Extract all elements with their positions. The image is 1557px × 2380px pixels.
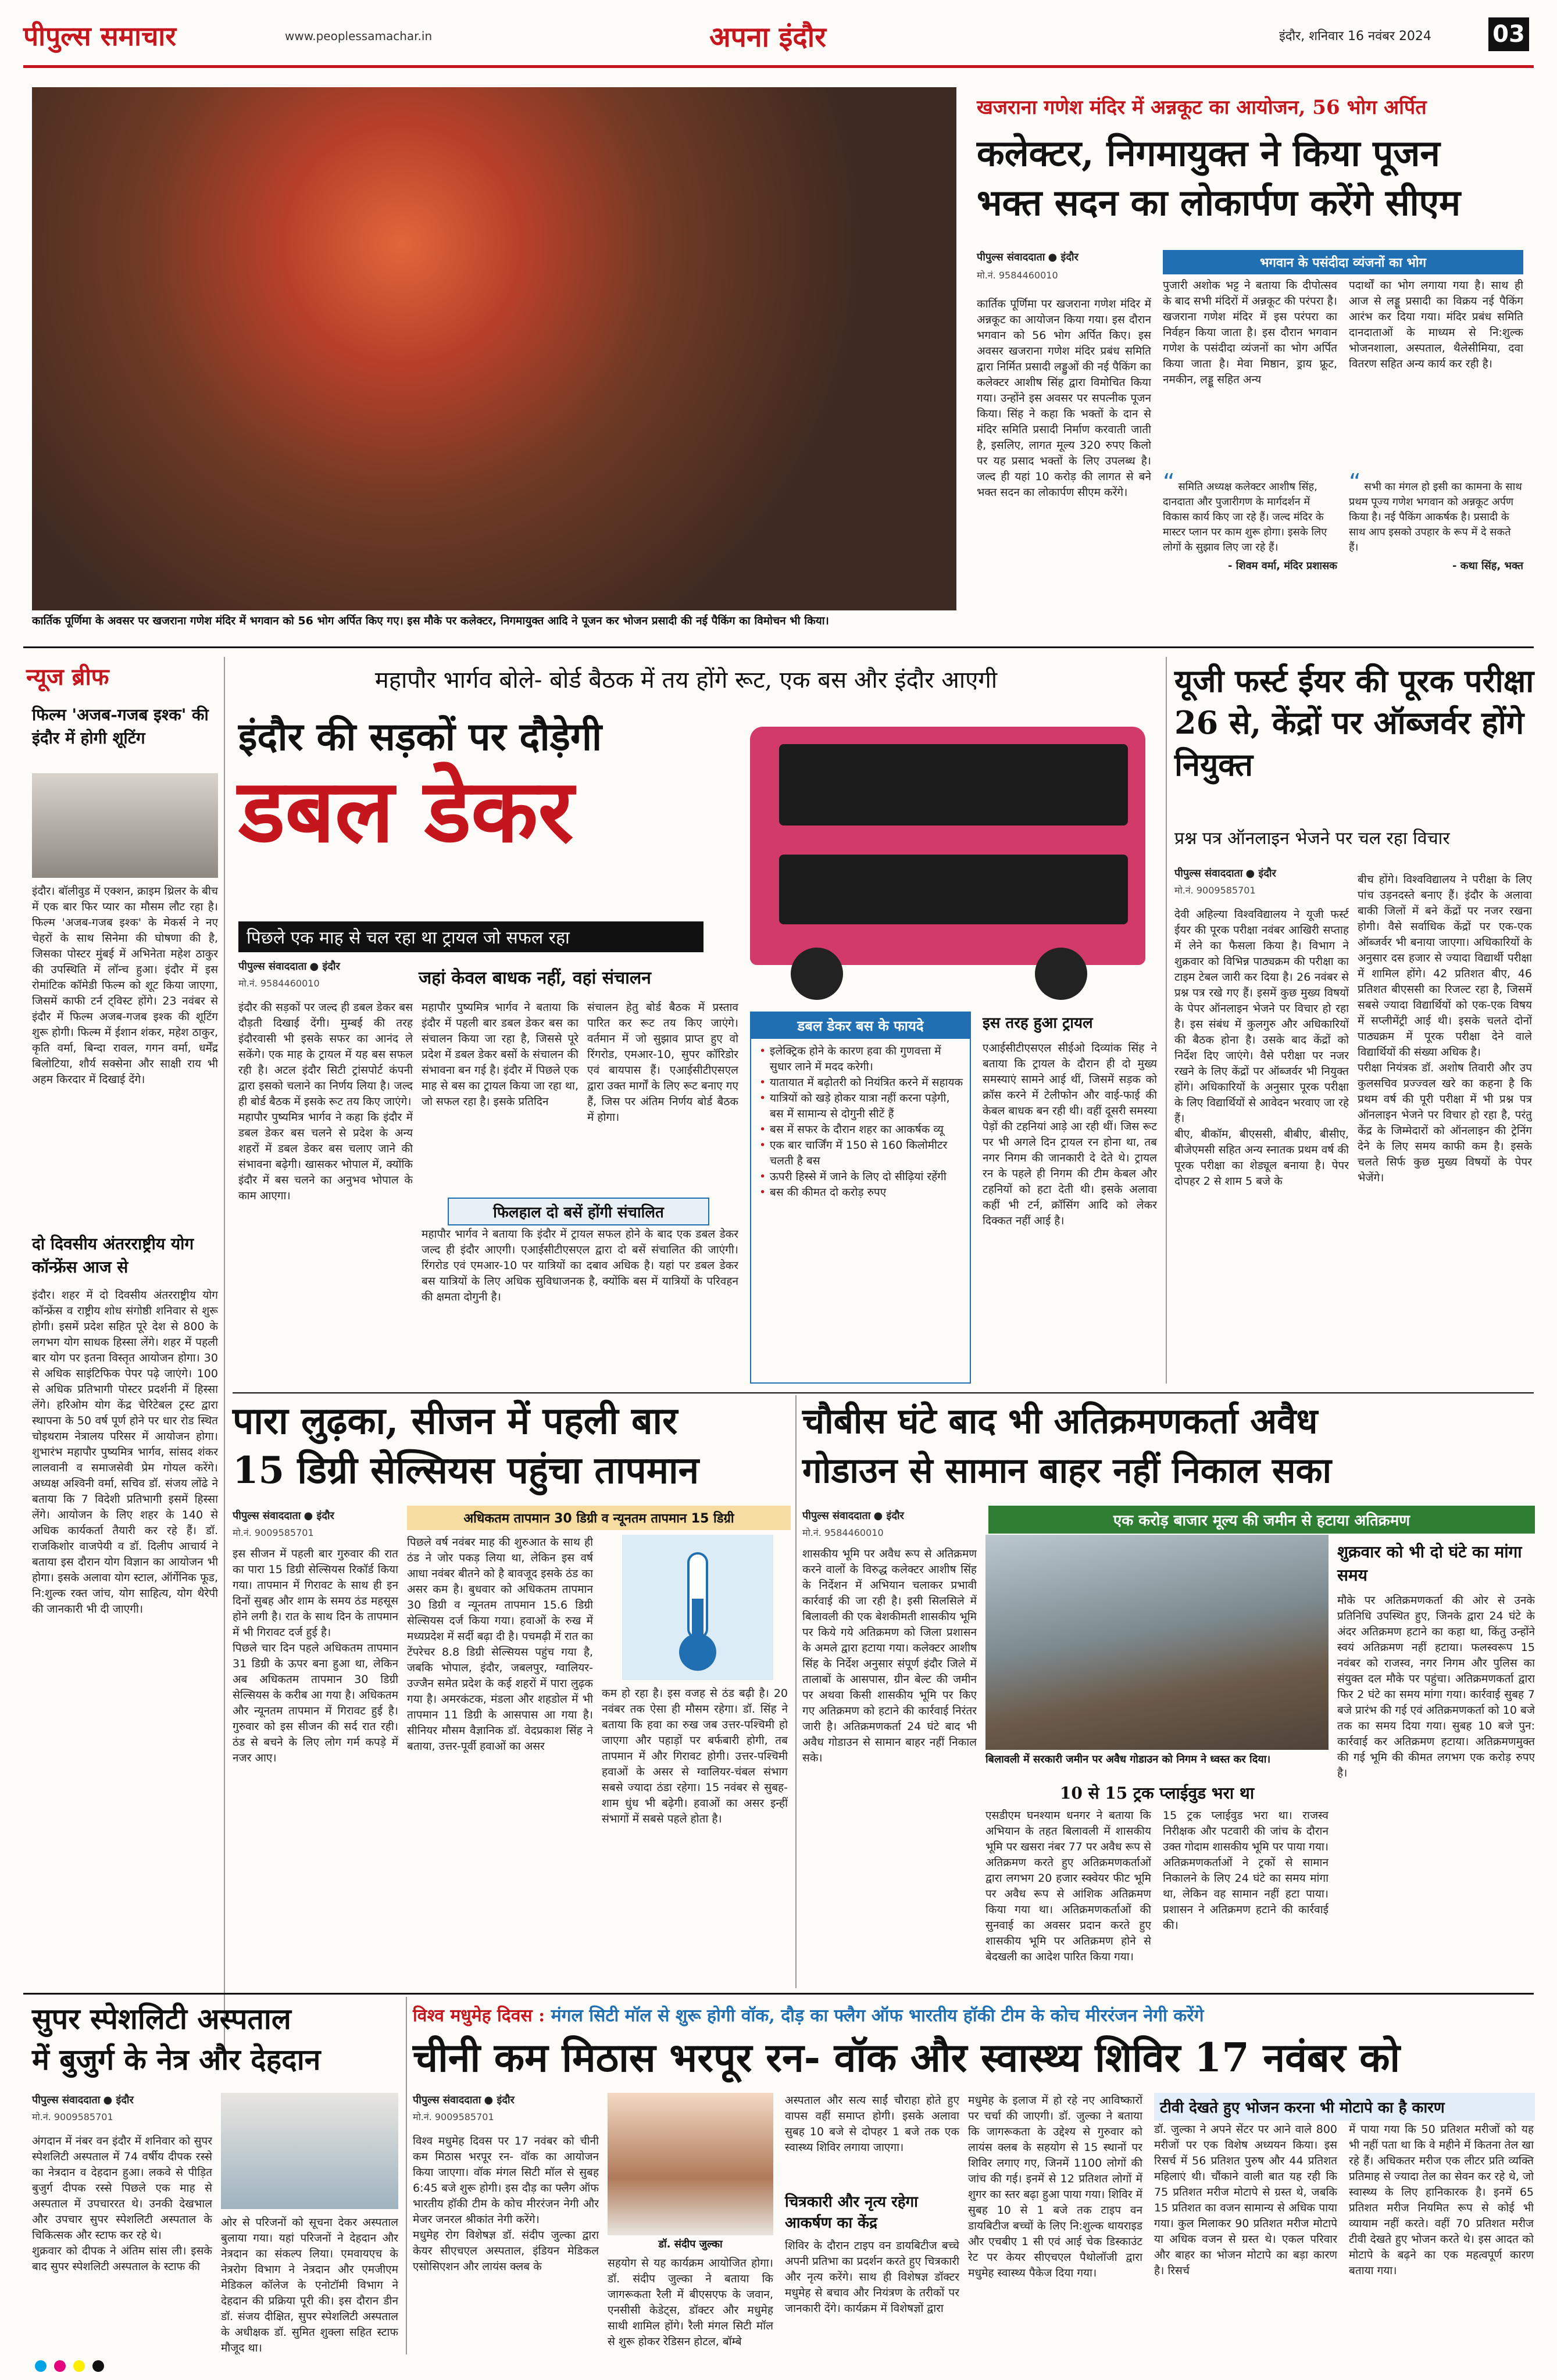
story7-byline: पीपुल्स संवाददाता ● इंदौर मो.नं. 9009585701 (413, 2094, 515, 2122)
story7-col2: सहयोग से यह कार्यक्रम आयोजित होगा। डॉ. संदीप जुल्का ने बताया कि जागरूकता रैली में बीएसएफ के जवान, एनसीसी केडेट्स, डॉक्टर और मधुमेह साथी शामिल होंगे। रैली मंगल सिटी मॉल से शुरू होकर रेडिसन होटल, बॉम्बे (608, 2257, 773, 2348)
story3-byline: पीपुल्स संवाददाता ● इंदौर मो.नं. 9009585701 (1174, 867, 1276, 896)
news-brief-label: न्यूज ब्रीफ (26, 663, 109, 691)
story2-col1: इंदौर की सड़कों पर जल्द ही डबल डेकर बस दौड़ती दिखाई देंगी। मुम्बई की तरह इंदौरवासी भी इसके सफर का आनंद ले सकेंगे। एक माह के ट्रायल में यह बस सफल रही है। अटल इंदौर सिटी ट्रांसपोर्ट कंपनी द्वारा इसको चलाने का निर्णय लिया है। जल्द ही बोर्ड बैठक में इसके रूट तय किए जाएंगे। महापौर पुष्यमित्र भार्गव ने कहा कि इंदौर में डबल डेकर बस चलने से प्रदेश के अन्य शहरों में डबल डेकर बस चलाए जाने की संभावना बढ़ेगी। खासकर भोपाल में, क्योंकि इंदौर में बस चलने का अनुभव भोपाल के काम आएगा। (238, 1001, 413, 1202)
brief1-title: फिल्म 'अजब-गजब इश्क' की इंदौर में होगी शूटिंग (32, 705, 209, 748)
benefits-list (751, 1039, 970, 1205)
story3-col2: बीच होंगे। विश्वविद्यालय ने परीक्षा के लिए पांच उड़नदस्ते बनाए हैं। इंदौर के अलावा बाकी जिलों में बने केंद्रों पर नजर रखना होगी। वैसे सर्वाधिक केंद्रों पर एक-एक ऑब्जर्वर भी बनाया जाएगा। अधिकारियों के अनुसार दस हजार से ज्यादा विद्यार्थी परीक्षा में शामिल होंगे। 42 प्रतिशत बीए, 46 प्रतिशत बीएससी का रिजल्ट रहा है, जिसमें सबसे ज्यादा विद्यार्थियों को एक-एक विषय में सप्लीमेंट्री आई थी। इसके चलते दोनों पाठ्यक्रम में पूरक परीक्षा देने वाले विद्यार्थियों की संख्या अधिक है। परीक्षा नियंत्रक डॉ. अशोष तिवारी और उप कुलसचिव प्रज्ज्वल खरे का कहना है कि प्रथम वर्ष की पूरी परीक्षा में भी प्रश्न पत्र ऑनलाइन भेजने पर विचार हो रहा है, परंतु केंद्र के जिम्मेदारों को ऑनलाइन की ट्रेनिंग देने के लिए समय काफी कम है। इसके चलते सिर्फ कुछ मुख्य विषयों के पेपर भेजेंगे। (1358, 873, 1532, 1184)
story2-divider (1166, 657, 1167, 1384)
divider (23, 646, 1534, 648)
story2-headline-big: डबल डेकर (238, 760, 574, 862)
story7-sub: चित्रकारी और नृत्य रहेगा आकर्षण का केंद्र (785, 2193, 918, 2232)
story1-quote-2: “ सभी का मंगल हो इसी का कामना के साथ प्रथम पूज्य गणेश भगवान को अन्नकूट अर्पण किया है। नई पैकिंग आकर्षक है। प्रसादी के साथ आप इसको उपहार के रूप में दे सकते हैं। - कथा सिंह, भक्त (1349, 469, 1523, 572)
story2-subhead: जहां केवल बाधक नहीं, वहां संचालन (419, 968, 651, 988)
story7-col4: मधुमेह के इलाज में हो रहे नए आविष्कारों पर चर्चा की जाएगी। डॉ. जुल्का ने बताया कि जागरूकता के उद्देश्य से गुरुवार को लायंस क्लब के सहयोग से 15 स्थानों पर शिविर लगाए गए, जिनमें 1100 लोगों की जांच की गई। इनमें से 12 प्रतिशत लोगों में शुगर का स्तर बढ़ा हुआ पाया गया। शिविर में सुबह 10 से 1 बजे तक टाइप वन डायबिटीज बच्चों के लिए नि:शुल्क थायराइड और एचबीए 1 सी एवं आई चेक डिस्काउंट रेट पर केयर सीएचएल पैथोलॉजी द्वारा मधुमेह स्वास्थ्य पैकेज दिया गया। (968, 2094, 1142, 2279)
story1-byline: पीपुल्स संवाददाता ● इंदौर मो.नं. 9584460010 (977, 251, 1079, 281)
story4-col3: कम हो रहा है। इस वजह से ठंड बढ़ी है। 20 नवंबर तक ऐसा ही मौसम रहेगा। डॉ. सिंह ने बताया कि हवा का रुख जब उत्तर-पश्चिमी हो जाएगा और पहाड़ों पर बर्फबारी होगी, तब तापमान में और गिरावट होगी। उत्तर-पश्चिमी हवाओं के असर से ग्वालियर-चंबल संभाग सबसे ज्यादा ठंडा रहेगा। 15 नवंबर से सुबह-शाम धुंध भी बढ़ेगी। हवाओं का असर इन्हीं संभागों में सबसे पहले होता है। (602, 1687, 788, 1825)
doctor-photo-caption: डॉ. संदीप जुल्का (658, 2238, 723, 2250)
story2-byline: पीपुल्स संवाददाता ● इंदौर मो.नं. 9584460010 (238, 960, 340, 989)
benefit-item: • इलेक्ट्रिक होने के कारण हवा की गुणवत्ता में सुधार लाने में मदद करेगी। (757, 1044, 964, 1075)
story6-col1: अंगदान में नंबर वन इंदौर में शनिवार को सुपर स्पेशलिटी अस्पताल में 74 वर्षीय दीपक रस्से का नेत्रदान व देहदान हुआ। लकवे से पीड़ित बुजुर्ग दीपक रस्से पिछले एक माह से अस्पताल में उपचाररत थे। उनकी देखभाल और उपचार सुपर स्पेशलिटी अस्पताल के चिकित्सक और स्टाफ कर रहे थे। शुक्रवार को दीपक ने अंतिम सांस ली। इसके बाद सुपर स्पेशलिटी अस्पताल के स्टाफ की (32, 2135, 212, 2273)
hospital-photo (221, 2093, 398, 2209)
story5-side-body: मौके पर अतिक्रमणकर्ता की ओर से उनके प्रतिनिधि उपस्थित हुए, जिनके द्वारा 24 घंटे के अंदर अतिक्रमण हटाने का कहा था, किंतु उन्होंने स्वयं अतिक्रमण नहीं हटाया। फलस्वरूप 15 नवंबर को राजस्व, नगर निगम और पुलिस का संयुक्त दल मौके पर पहुंचा। अतिक्रमणकर्ता द्वारा फिर 2 घंटे का समय मांगा गया। कार्रवाई सुबह 7 बजे प्रारंभ की गई एवं अतिक्रमणकर्ता को 10 बजे तक का समय दिया गया। सुबह 10 बजे पुन: कार्रवाई कर अतिक्रमण हटाया। अतिक्रमणमुक्त की गई भूमि की कीमत लगभग एक करोड़ रुपए है। (1337, 1594, 1535, 1779)
story7-side-col2: में पाया गया कि 50 प्रतिशत मरीजों को यह भी नहीं पता था कि वे महीने में कितना तेल खा रहे हैं। अधिकतर मरीज एक लीटर प्रति व्यक्ति प्रतिमाह से ज्यादा तेल का सेवन कर रहे थे, जो स्वास्थ्य के लिए हानिकारक है। इनमें 65 प्रतिशत मरीज नियमित रूप से कोई भी व्यायाम नहीं करते। वहीं 70 प्रतिशत मरीज टीवी देखते हुए भोजन करते थे। इस आदत को मोटापे के बढ़ने का एक महत्वपूर्ण कारण बताया गया। (1349, 2123, 1534, 2277)
story7-col1: विश्व मधुमेह दिवस पर 17 नवंबर को चीनी कम मिठास भरपूर रन- वॉक का आयोजन किया जाएगा। वॉक मंगल सिटी मॉल से सुबह 6:45 बजे शुरू होगी। इस दौड़ का फ्लैग ऑफ भारतीय हॉकी टीम के कोच मीररंजन नेगी और मेजर जनरल श्रीकांत नेगी करेंगे। मधुमेह रोग विशेषज्ञ डॉ. संदीप जुल्का द्वारा केयर सीएचएल अस्पताल, इंडियन मेडिकल एसोसिएशन और लायंस क्लब के (413, 2135, 599, 2273)
story4-divider (795, 1395, 797, 1988)
website[interactable]: www.peoplessamachar.in (285, 29, 433, 43)
story5-side-title: शुक्रवार को भी दो घंटे का मांगा समय (1337, 1542, 1522, 1585)
benefits-title: डबल डेकर बस के फायदे (751, 1013, 970, 1039)
brief2-body: इंदौर। शहर में दो दिवसीय अंतरराष्ट्रीय योग कॉन्फ्रेंस व राष्ट्रीय शोध संगोष्ठी शनिवार से शुरू होगी। इसमें प्रदेश सहित पूरे देश से 800 के लगभग योग साधक हिस्सा लेंगे। शहर में पहली बार योग पर इतना विस्तृत आयोजन होगा। 30 से अधिक साइंटिफिक पेपर पढ़े जाएंगे। 100 से अधिक प्रतिभागी पोस्टर प्रदर्शनी में हिस्सा लेंगे। हरिओम योग केंद्र चेरिटेबल ट्रस्ट द्वारा स्थापना के 50 वर्ष पूर्ण होने पर धार रोड स्थित चोइथराम नेत्रालय परिसर में आयोजन होगा। शुभारंभ महापौर पुष्यमित्र भार्गव, सांसद शंकर लालवानी व समाजसेवी प्रेम गोयल करेंगे। अध्यक्ष अश्विनी वर्मा, सचिव डॉ. संजय लोंढे ने बताया कि 7 विदेशी प्रतिभागी इसमें हिस्सा लेंगे। आयोजन के लिए शहर के 140 से अधिक कार्यकर्ता तैयारी कर रहे हैं। डॉ. राजकिशोर वाजपेयी व डॉ. दिलीप आचार्य ने बताया इस दौरान योग विज्ञान का आयोजन भी होगा। इसके अलावा योग स्टाल, ऑर्गेनिक फूड, नि:शुल्क रक्त जांच, योग साहित्य, योग थैरेपी की जानकारी भी दी जाएगी। (32, 1289, 218, 1616)
benefit-item: • यातायात में बढ़ोतरी को नियंत्रित करने में सहायक (757, 1075, 964, 1091)
bus-benefits-box (750, 1012, 971, 1384)
story1-box-col2: पदार्थों का भोग लगाया गया है। साथ ही आज से लड्डू प्रसादी का विक्रय नई पैकिंग आरंभ कर दिया गया। मंदिर प्रबंध समिति दानदाताओं के माध्यम से नि:शुल्क भोजनशाला, अस्पताल, थैलेसीमिया, दवा वितरण सहित अन्य कार्य कर रही है। (1349, 279, 1523, 370)
story6-headline-2: में बुजुर्ग के नेत्र और देहदान (32, 2042, 321, 2077)
story5-byline: पीपुल्स संवाददाता ● इंदौर मो.नं. 9584460010 (802, 1510, 904, 1538)
benefit-item: • ऊपरी हिस्से में जाने के लिए दो सीढ़ियां रहेंगी (757, 1169, 964, 1185)
demolition-caption: बिलावली में सरकारी जमीन पर अवैध गोडाउन को निगम ने ध्वस्त कर दिया। (985, 1753, 1271, 1766)
story7-col3a: अस्पताल और सत्य साईं चौराहा होते हुए वापस वहीं समाप्त होगी। इसके अलावा सुबह 10 बजे से दोपहर 1 बजे तक एक स्वास्थ्य शिविर लगाया जाएगा। (785, 2094, 959, 2154)
story4-headline-2: 15 डिग्री सेल्सियस पहुंचा तापमान (233, 1449, 699, 1492)
paper-name: पीपुल्स समाचार (23, 20, 177, 52)
quote-icon: “ (1163, 469, 1175, 496)
story6-headline-1: सुपर स्पेशलिटी अस्पताल (32, 2002, 291, 2036)
story7-col3b: शिविर के दौरान टाइप वन डायबिटीज बच्चे अपनी प्रतिभा का प्रदर्शन करते हुए चित्रकारी और नृत्य करेंगे। साथ ही विशेषज्ञ डॉक्टर मधुमेह से बचाव और नियंत्रण के तरीकों पर जानकारी देंगे। कार्यक्रम में विशेषज्ञों द्वारा (785, 2239, 959, 2315)
story5-strap: एक करोड़ बाजार मूल्य की जमीन से हटाया अतिक्रमण (988, 1506, 1535, 1534)
story5-sub: 10 से 15 ट्रक प्लाईवुड भरा था (1059, 1784, 1255, 1803)
demolition-photo (985, 1535, 1329, 1750)
story5-headline-1: चौबीस घंटे बाद भी अतिक्रमणकर्ता अवैध (802, 1401, 1318, 1442)
divider (233, 1392, 1534, 1393)
brief1-photo (32, 773, 218, 878)
story1-quote-1: “ समिति अध्यक्ष कलेक्टर आशीष सिंह, दानदाता और पुजारीगण के मार्गदर्शन में विकास कार्य किए जा रहे हैं। जल्द मंदिर के मास्टर प्लान पर काम शुरू होगा। इसके लिए लोगों के सुझाव लिए जा रहे हैं। - शिवम वर्मा, मंदिर प्रशासक (1163, 469, 1337, 572)
story5-headline-2: गोडाउन से सामान बाहर नहीं निकाल सका (802, 1450, 1332, 1491)
story7-side-col1: डॉ. जुल्का ने अपने सेंटर पर आने वाले 800 मरीजों पर एक विशेष अध्ययन किया। इस रिसर्च में 56 प्रतिशत पुरुष और 44 प्रतिशत महिलाएं थी। चौंकाने वाली बात यह रही कि 75 प्रतिशत मरीज मोटापे से ग्रस्त थे, जबकि 15 प्रतिशत का वजन सामान्य से अधिक पाया गया। कुल मिलाकर 90 प्रतिशत मरीज मोटापे या अधिक वजन से ग्रस्त थे। एकल परिवार और बाहर का भोजन मोटापे का बड़ा कारण है। रिसर्च (1154, 2123, 1337, 2277)
story1-headline-2: भक्त सदन का लोकार्पण करेंगे सीएम (977, 181, 1461, 224)
print-registration-marks (35, 2360, 1523, 2374)
benefit-item: • एक बार चार्जिंग में 150 से 160 किलोमीटर चलती है बस (757, 1138, 964, 1169)
story5-col1: शासकीय भूमि पर अवैध रूप से अतिक्रमण करने वालों के विरुद्ध कलेक्टर आशीष सिंह के निर्देशन में अभियान चलाकर प्रभावी कार्रवाई की जा रही है। इसी सिलसिले में बिलावली की एक बेशकीमती शासकीय भूमि पर किये गये अतिक्रमण को जिला प्रशासन के अमले द्वारा हटाया गया। कलेक्टर आशीष सिंह के निर्देश अनुसार संपूर्ण इंदौर जिले में तालाबों के आसपास, ग्रीन बेल्ट की जमीन पर अथवा किसी शासकीय भूमि पर किए गए अतिक्रमण को हटाने की कार्रवाई निरंतर जारी है। अतिक्रमणकर्ता 24 घंटे बाद भी अवैध गोडाउन से सामान बाहर नहीं निकाल सके। (802, 1548, 977, 1764)
story7-kicker: विश्व मधुमेह दिवस : मंगल सिटी मॉल से शुरू होगी वॉक, दौड़ का फ्लैग ऑफ भारतीय हॉकी टीम के कोच मीररंजन नेगी करेंगे (413, 2006, 1204, 2026)
story2-sub2-body: महापौर भार्गव ने बताया कि इंदौर में ट्रायल सफल होने के बाद एक डबल डेकर जल्द ही इंदौर आएगी। एआईसीटीएसएल द्वारा दो बसें संचालित की जाएंगी। रिंगरोड एवं एमआर-10 पर यात्रियों का दबाव अधिक है। यहां पर डबल डेकर बस यात्रियों के लिए अधिक सुविधाजनक है, क्योंकि बस में यात्रियों के परिवहन की क्षमता दोगुनी है। (422, 1228, 738, 1303)
story4-byline: पीपुल्स संवाददाता ● इंदौर मो.नं. 9009585701 (233, 1510, 334, 1538)
benefit-item: • यात्रियों को खड़े होकर यात्रा नहीं करना पड़ेगी, बस में सामान्य से दोगुनी सीटें हैं (757, 1091, 964, 1122)
story2-headline-small: इंदौर की सड़कों पर दौड़ेगी (238, 714, 602, 759)
story1-box-col1: पुजारी अशोक भट्ट ने बताया कि दीपोत्सव के बाद सभी मंदिरों में अन्नकूट की परंपरा है। खजराना गणेश मंदिर में इस परंपरा का निर्वहन किया जाता है। इस दौरान भगवान गणेश के पसंदीदा व्यंजनों का भोग अर्पित किया जाता है। मेवा मिष्ठान, ड्राय फ्रूट, नमकीन, लड्डू सहित अन्य (1163, 279, 1337, 386)
story5-sub-col2: 15 ट्रक प्लाईवुड भरा था। राजस्व निरीक्षक और पटवारी की जांच के दौरान उक्त गोदाम शासकीय भूमि पर पाया गया। अतिक्रमणकर्ताओं ने ट्रकों से सामान निकालने के लिए 24 घंटे का समय मांगा था, लेकिन वह सामान नहीं हटा पाया। प्रशासन ने अतिक्रमण हटाने की कार्रवाई की। (1163, 1809, 1329, 1932)
benefit-item: • बस में सफर के दौरान शहर का आकर्षक व्यू (757, 1122, 964, 1138)
trial-title: इस तरह हुआ ट्रायल (983, 1014, 1093, 1032)
benefit-item: • बस की कीमत दो करोड़ रुपए (757, 1185, 964, 1200)
brief1-body: इंदौर। बॉलीवुड में एक्शन, क्राइम थ्रिलर के बीच में एक बार फिर प्यार का मौसम लौट रहा है। फिल्म 'अजब-गजब इश्क' के मेकर्स ने नए चेहरों के साथ सिनेमा की घोषणा की है, जिसका पोस्टर मुंबई में अभिनेता महेश ठाकुर की उपस्थिति में लॉन्च हुआ। इंदौर में इस रोमांटिक कॉमेडी फिल्म को शूट किया जाएगा, जिसमें काफी टर्न ट्विस्ट होंगे। 23 नवंबर से इंदौर में फिल्म अजब-गजब इश्क की शूटिंग शुरू होगी। फिल्म में ईशान शंकर, महेश ठाकुर, कृति वर्मा, बिन्दा रावल, गगन वर्मा, धर्मेंद्र बिलोटिया, शौर्य सक्सेना और साक्षी राय भी अहम किरदार में दिखाई देंगे। (32, 885, 218, 1086)
thermometer-icon (622, 1535, 773, 1680)
dateline: इंदौर, शनिवार 16 नवंबर 2024 (1279, 29, 1431, 44)
story1-box-title: भगवान के पसंदीदा व्यंजनों का भोग (1163, 250, 1523, 274)
story6-col2: ओर से परिजनों को सूचना देकर अस्पताल बुलाया गया। यहां परिजनों ने देहदान और नेत्रदान का संकल्प लिया। एमवायएच के नेत्ररोग विभाग ने नेत्रदान और एमजीएम मेडिकल कॉलेज के एनोटॉमी विभाग ने देहदान की प्रक्रिया पूरी की। इस दौरान डीन डॉ. संजय दीक्षित, सुपर स्पेशलिटी अस्पताल के अधीक्षक डॉ. सुमित शुक्ला सहित स्टाफ मौजूद था। (221, 2216, 398, 2354)
story2-col3: संचालन हेतु बोर्ड बैठक में प्रस्ताव पारित कर रूट तय किए जाएंगे। वर्तमान में जो सुझाव प्राप्त हुए वो रिंगरोड, एमआर-10, सुपर कॉरिडोर एवं बायपास हैं। एआईसीटीएसएल द्वारा उक्त मार्गों के लिए रूट बनाए गए हैं, जिस पर अंतिम निर्णय बोर्ड बैठक में होगा। (587, 1001, 738, 1124)
story6-byline: पीपुल्स संवाददाता ● इंदौर मो.नं. 9009585701 (32, 2094, 134, 2122)
story5-sub-col1: एसडीएम घनश्याम धनगर ने बताया कि अभियान के तहत बिलावली में शासकीय भूमि पर खसरा नंबर 77 पर अवैध रूप से अतिक्रमण करते हुए अतिक्रमणकर्ताओं द्वारा लगभग 20 हजार स्क्वेयर फीट भूमि पर अवैध रूप से आंशिक अतिक्रमण किया गया था। अतिक्रमणकर्ताओं की सुनवाई का अवसर प्रदान करते हुए शासकीय भूमि पर अतिक्रमण होने से बेदखली का आदेश पारित किया गया। (985, 1809, 1151, 1963)
story7-kicker-label: विश्व मधुमेह दिवस : (413, 2006, 545, 2026)
section-title: अपना इंदौर (709, 21, 826, 53)
story4-col2: पिछले वर्ष नवंबर माह की शुरुआत के साथ ही ठंड ने जोर पकड़ लिया था, लेकिन इस वर्ष आधा नवंबर बीतने को है बावजूद इसके ठंड का असर कम है। बुधवार को अधिकतम तापमान 30 डिग्री व न्यूनतम तापमान 15.6 डिग्री सेल्सियस दर्ज किया गया। हवाओं के रुख में मध्यप्रदेश में सर्दी बढ़ा दी है। पचमढ़ी में रात का टेंपरेचर 8.8 डिग्री सेल्सियस पहुंच गया है, जबकि भोपाल, इंदौर, जबलपुर, ग्वालियर-उज्जैन समेत प्रदेश के कई शहरों में पारा लुढ़क गया है। अमरकंटक, मंडला और शहडोल में भी तापमान 11 डिग्री के आसपास आ गया है। सीनियर मौसम वैज्ञानिक डॉ. वेदप्रकाश सिंह ने बताया, उत्तर-पूर्वी हवाओं का असर (407, 1536, 593, 1753)
story2-col2: महापौर पुष्यमित्र भार्गव ने बताया कि इंदौर में पहली बार डबल डेकर बस का संचालन किया जा रहा है, जिससे पूरे प्रदेश में डबल डेकर बसों के संचालन की संभावना बन गई है। इंदौर में पिछले एक माह से बस का ट्रायल किया जा रहा था, जो सफल रहा है। इसके प्रतिदिन (422, 1001, 578, 1108)
double-decker-bus-image (744, 727, 1163, 988)
story4-col1: इस सीजन में पहली बार गुरुवार की रात का पारा 15 डिग्री सेल्सियस रिकॉर्ड किया गया। तापमान में गिरावट के साथ ही इन दिनों सुबह और शाम के समय ठंड महसूस होने लगी है। रात के साथ दिन के तापमान में भी गिरावट दर्ज हुई है। पिछले चार दिन पहले अधिकतम तापमान 31 डिग्री के ऊपर बना हुआ था, लेकिन अब अधिकतम तापमान 30 डिग्री सेल्सियस के करीब आ गया है। अधिकतम और न्यूनतम तापमान में गिरावट हुई है। गुरुवार को इस सीजन की सर्द रात रही। ठंड से बचने के लिए लोग गर्म कपड़े में नजर आए। (233, 1548, 398, 1764)
story2-kicker: महापौर भार्गव बोले- बोर्ड बैठक में तय होंगे रूट, एक बस और इंदौर आएगी (374, 667, 998, 694)
story3-deck: प्रश्न पत्र ऑनलाइन भेजने पर चल रहा विचार (1174, 828, 1450, 849)
story3-col1: देवी अहिल्या विश्वविद्यालय ने यूजी फर्स्ट ईयर की पूरक परीक्षा नवंबर आखिरी सप्ताह में लेने का फैसला किया है। विभाग ने शुक्रवार को विभिन्न पाठ्यक्रम की परीक्षा का टाइम टेबल जारी कर दिया है। 26 नवंबर से प्रश्न पत्र रखे गए हैं। इसमें कुछ मुख्य विषयों के पेपर ऑनलाइन भेजने पर विचार हो रहा है। इस संबंध में कुलगुरु और अधिकारियों की बैठक होना है। उसके बाद केंद्रों को निर्देश दिए जाएंगे। वैसे परीक्षा पर नजर रखने के लिए केंद्रों पर ऑब्जर्वर भी नियुक्त होंगे। अधिकारियों के अनुसार पूरक परीक्षा के लिए विद्यार्थियों से आवेदन भरवाए जा रहे हैं। बीए, बीकॉम, बीएससी, बीबीए, बीसीए, बीजेएमसी सहित अन्य स्नातक प्रथम वर्ष की पूरक परीक्षा का शेड्यूल बनाया है। पेपर दोपहर 2 से शाम 5 बजे के (1174, 908, 1349, 1188)
page-number: 03 (1488, 17, 1529, 51)
story6-divider (406, 1997, 407, 2354)
story1-body: कार्तिक पूर्णिमा पर खजराना गणेश मंदिर में अन्नकूट का आयोजन किया गया। इस दौरान भगवान को 56 भोग अर्पित किए। इस अवसर खजराना गणेश मंदिर प्रबंध समिति द्वारा निर्मित प्रसादी लड्डुओं की नई पैकिंग का कलेक्टर आशीष सिंह द्वारा विमोचित किया गया। उन्होंने इस अवसर पर सपत्नीक पूजन किया। सिंह ने कहा कि भक्तों के दान से मंदिर समिति प्रसादी निर्माण करवाती जाती है, इसलिए, लागत मूल्य 320 रुपए किलो पर यह प्रसाद भक्तों के लिए उपलब्ध है। जल्द ही यहां 10 करोड़ की लागत से बने भक्त सदन का लोकार्पण सीएम करेंगे। (977, 298, 1151, 499)
temperature-box-title: अधिकतम तापमान 30 डिग्री व न्यूनतम तापमान 15 डिग्री (407, 1506, 791, 1530)
story4-headline-1: पारा लुढ़का, सीजन में पहली बार (233, 1399, 678, 1443)
masthead-rule (23, 65, 1534, 68)
story7-headline: चीनी कम मिठास भरपूर रन- वॉक और स्वास्थ्य शिविर 17 नवंबर को (413, 2035, 1401, 2081)
story2-strap: पिछले एक माह से चल रहा था ट्रायल जो सफल रहा (238, 921, 703, 952)
story2-sub2: फिलहाल दो बसें होंगी संचालित (448, 1198, 709, 1225)
divider (23, 1993, 1534, 1995)
story7-side-title: टीवी देखते हुए भोजन करना भी मोटापे का है कारण (1154, 2093, 1535, 2121)
story1-kicker: खजराना गणेश मंदिर में अन्नकूट का आयोजन, 56 भोग अर्पित (977, 96, 1427, 119)
story3-headline: यूजी फर्स्ट ईयर की पूरक परीक्षा 26 से, केंद्रों पर ऑब्जर्वर होंगे नियुक्त (1174, 662, 1534, 783)
story1-headline-1: कलेक्टर, निगमायुक्त ने किया पूजन (977, 132, 1440, 174)
quote-icon: “ (1349, 469, 1361, 496)
trial-body: एआईसीटीएसएल सीईओ दिव्यांक सिंह ने बताया कि ट्रायल के दौरान ही दो मुख्य समस्याएं सामने आई थीं, जिसमें सड़क को क्रॉस करने में टेलीफोन और वाई-फाई की केबल बाधक बन रही थी। वहीं दूसरी समस्या पेड़ों की टहनियां आड़े आ रही थीं। जिस रूट पर भी अगले दिन ट्रायल रन होना था, तब नगर निगम की जानकारी दे देते थे। ट्रायल रन के पहले ही निगम की टीम केबल और टहनियों को हटा देती थी। इसके अलावा कहीं भी टर्न, क्रॉसिंग आदि को लेकर दिक्कत नहीं आई है। (983, 1042, 1157, 1227)
masthead (23, 17, 1534, 70)
brief-divider (224, 657, 225, 2070)
brief2-title: दो दिवसीय अंतरराष्ट्रीय योग कॉन्फ्रेंस आज से (32, 1234, 194, 1277)
temple-photo (32, 87, 956, 610)
doctor-photo (608, 2093, 773, 2235)
temple-caption: कार्तिक पूर्णिमा के अवसर पर खजराना गणेश मंदिर में भगवान को 56 भोग अर्पित किए गए। इस मौके पर कलेक्टर, निगमायुक्त आदि ने पूजन कर भोजन प्रसादी की नई पैकिंग का विमोचन भी किया। (32, 614, 829, 627)
